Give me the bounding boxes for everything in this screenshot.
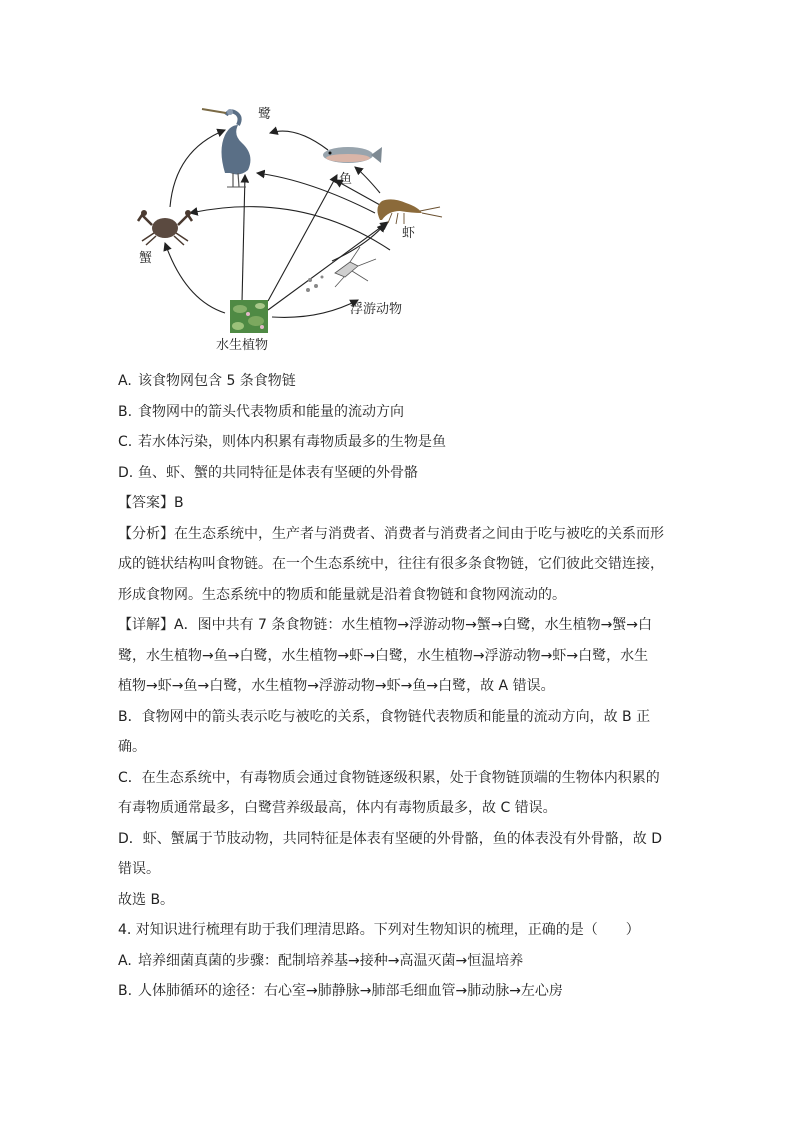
option-a: A. 该食物网包含 5 条食物链 [118,373,296,389]
detail-line: B．食物网中的箭头表示吃与被吃的关系，食物链代表物质和能量的流动方向，故 B 正 [118,708,651,725]
q4-option-a: A. 培养细菌真菌的步骤：配制培养基→接种→高温灭菌→恒温培养 [118,952,524,969]
option-b: B. 食物网中的箭头代表物质和能量的流动方向 [118,403,404,420]
aquatic-plants-icon [230,300,268,333]
detail-line: 鹭，水生植物→鱼→白鹭，水生植物→虾→白鹭，水生植物→浮游动物→虾→白鹭，水生 [118,647,649,664]
plankton-label: 浮游动物 [350,302,403,317]
heron-icon [202,109,250,187]
option-d: D. 鱼、虾、蟹的共同特征是体表有坚硬的外骨骼 [118,464,418,481]
detail-line: D．虾、蟹属于节肢动物，共同特征是体表有坚硬的外骨骼，鱼的体表没有外骨骼，故 D [118,830,663,847]
question-3-options [118,366,678,1007]
detail-line: 有毒物质通常最多，白鹭营养级最高，体内有毒物质最多，故 C 错误。 [118,800,557,816]
crab-label: 蟹 [139,251,153,266]
detail-line: 错误。 [118,861,160,877]
detail-line: 确。 [118,739,146,755]
food-web-diagram [130,95,450,360]
shrimp-icon [377,199,442,224]
analysis-line: 【分析】在生态系统中，生产者与消费者、消费者与消费者之间由于吃与被吃的关系而形 [118,525,664,542]
plankton-icon [306,247,376,292]
option-c: C. 若水体污染，则体内积累有毒物质最多的生物是鱼 [118,434,446,450]
q4-option-b: B. 人体肺循环的途径：右心室→肺静脉→肺部毛细血管→肺动脉→左心房 [118,983,563,999]
analysis-line: 形成食物网。生态系统中的物质和能量就是沿着食物链和食物网流动的。 [118,586,566,603]
fish-icon [323,147,382,163]
heron-label: 鹭 [258,107,272,122]
fish-label: 鱼 [339,172,353,187]
analysis-line: 成的链状结构叫食物链。在一个生态系统中，往往有很多条食物链，它们彼此交错连接， [118,556,664,572]
question-4-stem: 4. 对知识进行梳理有助于我们理清思路。下列对生物知识的梳理，正确的是（ ） [118,922,640,938]
answer-line: 【答案】B [118,495,184,511]
detail-line: 故选 B。 [118,891,175,908]
crab-icon [138,210,192,245]
shrimp-label: 虾 [402,226,416,241]
detail-line: 植物→虾→鱼→白鹭，水生植物→浮游动物→虾→鱼→白鹭，故 A 错误。 [118,678,555,694]
detail-line: C．在生态系统中，有毒物质会通过食物链逐级积累，处于食物链顶端的生物体内积累的 [118,769,660,786]
aquatic-plants-label: 水生植物 [216,338,269,353]
detail-line: 【详解】A．图中共有 7 条食物链：水生植物→浮游动物→蟹→白鹭，水生植物→蟹→白 [118,617,653,633]
